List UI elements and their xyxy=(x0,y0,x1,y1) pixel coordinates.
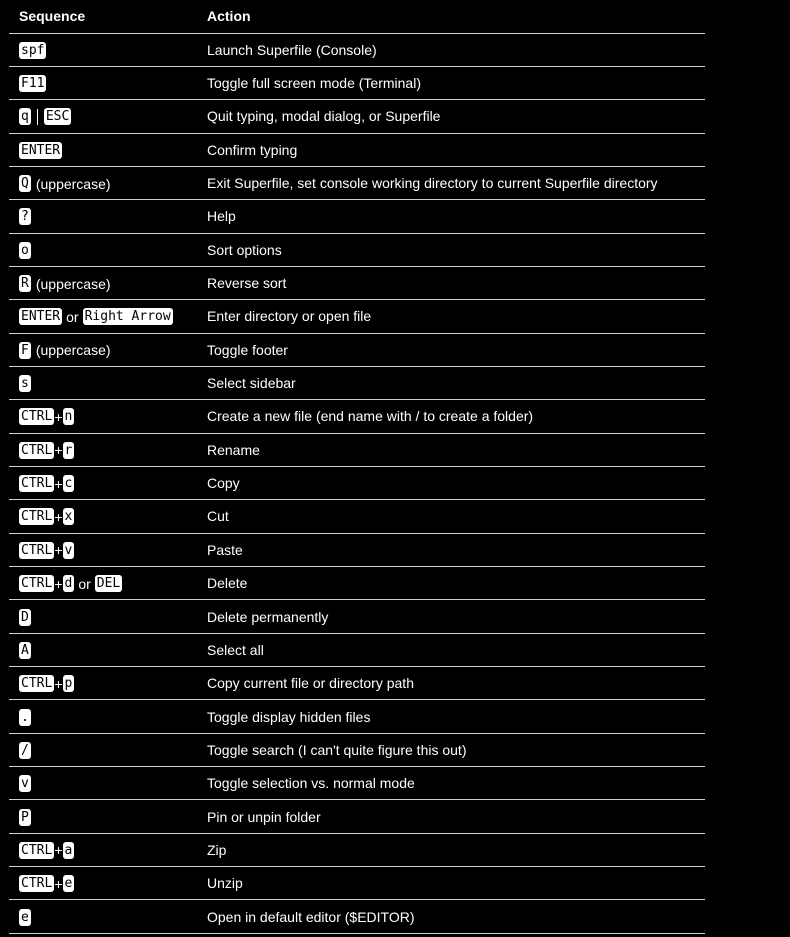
table-row xyxy=(9,333,705,366)
table-row xyxy=(9,767,705,800)
key-sequence xyxy=(19,875,74,892)
key-badge: P xyxy=(21,809,29,825)
table-body xyxy=(9,33,705,933)
key-badge: CTRL xyxy=(21,576,53,592)
sequence-cell xyxy=(9,266,197,299)
key-badge: q xyxy=(21,109,29,125)
table-row xyxy=(9,100,705,133)
key-sequence xyxy=(19,275,111,292)
key-badge: CTRL xyxy=(21,876,53,892)
table-row xyxy=(9,266,705,299)
key-sequence xyxy=(19,175,111,192)
sequence-cell xyxy=(9,733,197,766)
key-badge: ? xyxy=(21,209,29,225)
plus-separator: + xyxy=(54,875,63,892)
sequence-cell xyxy=(9,133,197,166)
table-row xyxy=(9,233,705,266)
key-sequence xyxy=(19,142,62,159)
action-cell: Copy xyxy=(197,466,705,499)
sequence-cell xyxy=(9,833,197,866)
key-sequence xyxy=(19,709,31,726)
table-row xyxy=(9,433,705,466)
action-cell: Help xyxy=(197,200,705,233)
action-cell: Rename xyxy=(197,433,705,466)
table-row xyxy=(9,833,705,866)
sequence-cell xyxy=(9,66,197,99)
key-sequence xyxy=(19,308,173,325)
key-sequence xyxy=(19,42,46,59)
key-badge: e xyxy=(64,876,73,892)
table-row xyxy=(9,533,705,566)
sequence-cell xyxy=(9,466,197,499)
table-row xyxy=(9,867,705,900)
key-sequence xyxy=(19,108,71,125)
action-cell: Launch Superfile (Console) xyxy=(197,33,705,66)
sequence-cell xyxy=(9,400,197,433)
key-badge: ENTER xyxy=(21,309,61,325)
plus-separator: + xyxy=(54,675,63,692)
action-cell: Delete xyxy=(197,567,705,600)
table-row xyxy=(9,166,705,199)
action-cell: Unzip xyxy=(197,867,705,900)
sequence-cell xyxy=(9,533,197,566)
action-cell: Copy current file or directory path xyxy=(197,667,705,700)
action-cell: Toggle full screen mode (Terminal) xyxy=(197,66,705,99)
action-cell: Delete permanently xyxy=(197,600,705,633)
sequence-cell xyxy=(9,100,197,133)
action-cell: Toggle footer xyxy=(197,333,705,366)
table-row xyxy=(9,800,705,833)
action-cell: Toggle search (I can't quite figure this out) xyxy=(197,733,705,766)
action-cell: Quit typing, modal dialog, or Superfile xyxy=(197,100,705,133)
action-cell: Select all xyxy=(197,633,705,666)
table-row xyxy=(9,400,705,433)
modifier-note: (uppercase) xyxy=(35,342,111,359)
key-badge: CTRL xyxy=(21,476,53,492)
plus-separator: + xyxy=(54,408,63,425)
sequence-cell xyxy=(9,166,197,199)
table-row xyxy=(9,500,705,533)
sequence-cell xyxy=(9,633,197,666)
plus-separator: + xyxy=(54,442,63,459)
key-badge: Q xyxy=(21,176,29,192)
sequence-cell xyxy=(9,333,197,366)
modifier-note: (uppercase) xyxy=(35,275,111,292)
sequence-cell xyxy=(9,867,197,900)
sequence-cell xyxy=(9,667,197,700)
sequence-cell xyxy=(9,233,197,266)
key-sequence xyxy=(19,442,74,459)
key-badge: x xyxy=(64,509,73,525)
key-badge: v xyxy=(21,776,29,792)
sequence-cell xyxy=(9,900,197,933)
action-cell: Create a new file (end name with / to create a folder) xyxy=(197,400,705,433)
key-badge: CTRL xyxy=(21,509,53,525)
key-badge: CTRL xyxy=(21,442,53,458)
key-badge: F11 xyxy=(21,76,45,92)
plus-separator: + xyxy=(54,542,63,559)
table-row xyxy=(9,366,705,399)
key-badge: ENTER xyxy=(21,142,61,158)
table-row xyxy=(9,33,705,66)
key-sequence xyxy=(19,642,31,659)
key-badge: CTRL xyxy=(21,676,53,692)
key-badge: a xyxy=(64,842,73,858)
key-sequence xyxy=(19,775,31,792)
key-sequence xyxy=(19,675,74,692)
sequence-cell xyxy=(9,767,197,800)
sequence-cell xyxy=(9,500,197,533)
table-row xyxy=(9,900,705,933)
sequence-cell xyxy=(9,200,197,233)
key-badge: Right Arrow xyxy=(84,309,171,325)
key-badge: r xyxy=(64,442,73,458)
header-action: Action xyxy=(197,0,705,33)
action-cell: Sort options xyxy=(197,233,705,266)
pipe-separator xyxy=(37,109,38,125)
modifier-note: (uppercase) xyxy=(35,175,111,192)
key-badge: d xyxy=(64,576,73,592)
plus-separator: + xyxy=(54,475,63,492)
table-row xyxy=(9,667,705,700)
sequence-cell xyxy=(9,567,197,600)
table-row xyxy=(9,700,705,733)
key-sequence xyxy=(19,575,122,592)
or-text: or xyxy=(66,308,79,325)
key-badge: p xyxy=(64,676,73,692)
table-row xyxy=(9,466,705,499)
key-badge: n xyxy=(64,409,73,425)
key-sequence xyxy=(19,909,31,926)
key-badge: / xyxy=(21,742,29,758)
plus-separator: + xyxy=(54,508,63,525)
key-badge: s xyxy=(21,376,29,392)
key-badge: DEL xyxy=(96,576,121,592)
shortcuts-table xyxy=(9,0,705,934)
table-row xyxy=(9,600,705,633)
action-cell: Select sidebar xyxy=(197,366,705,399)
key-sequence xyxy=(19,742,31,759)
key-sequence xyxy=(19,408,74,425)
key-sequence xyxy=(19,609,31,626)
sequence-cell xyxy=(9,300,197,333)
key-badge: R xyxy=(21,276,29,292)
sequence-cell xyxy=(9,33,197,66)
table-row xyxy=(9,300,705,333)
key-badge: spf xyxy=(21,42,45,58)
plus-separator: + xyxy=(54,842,63,859)
key-sequence xyxy=(19,342,111,359)
sequence-cell xyxy=(9,433,197,466)
key-sequence xyxy=(19,542,74,559)
table-header-row xyxy=(9,0,705,33)
key-sequence xyxy=(19,508,74,525)
action-cell: Toggle selection vs. normal mode xyxy=(197,767,705,800)
header-sequence: Sequence xyxy=(9,0,197,33)
table-row xyxy=(9,133,705,166)
key-badge: F xyxy=(21,342,29,358)
key-sequence xyxy=(19,75,46,92)
action-cell: Reverse sort xyxy=(197,266,705,299)
sequence-cell xyxy=(9,366,197,399)
key-badge: CTRL xyxy=(21,842,53,858)
key-sequence xyxy=(19,809,31,826)
key-badge: A xyxy=(21,642,29,658)
sequence-cell xyxy=(9,800,197,833)
key-sequence xyxy=(19,475,74,492)
action-cell: Confirm typing xyxy=(197,133,705,166)
table-row xyxy=(9,633,705,666)
key-sequence xyxy=(19,242,31,259)
table-row xyxy=(9,567,705,600)
key-badge: CTRL xyxy=(21,409,53,425)
key-badge: c xyxy=(64,476,73,492)
action-cell: Pin or unpin folder xyxy=(197,800,705,833)
action-cell: Zip xyxy=(197,833,705,866)
action-cell: Paste xyxy=(197,533,705,566)
table-row xyxy=(9,200,705,233)
action-cell: Exit Superfile, set console working directory to current Superfile directory xyxy=(197,166,705,199)
action-cell: Open in default editor ($EDITOR) xyxy=(197,900,705,933)
action-cell: Toggle display hidden files xyxy=(197,700,705,733)
action-cell: Enter directory or open file xyxy=(197,300,705,333)
key-badge: . xyxy=(21,709,29,725)
sequence-cell xyxy=(9,600,197,633)
action-cell: Cut xyxy=(197,500,705,533)
key-badge: e xyxy=(21,909,29,925)
key-badge: v xyxy=(64,542,73,558)
key-sequence xyxy=(19,375,31,392)
or-text: or xyxy=(78,575,91,592)
key-badge: o xyxy=(21,242,29,258)
key-badge: ESC xyxy=(45,109,70,125)
key-sequence xyxy=(19,208,31,225)
key-badge: D xyxy=(21,609,29,625)
sequence-cell xyxy=(9,700,197,733)
key-sequence xyxy=(19,842,74,859)
table-row xyxy=(9,66,705,99)
key-badge: CTRL xyxy=(21,542,53,558)
plus-separator: + xyxy=(54,575,63,592)
table-row xyxy=(9,733,705,766)
